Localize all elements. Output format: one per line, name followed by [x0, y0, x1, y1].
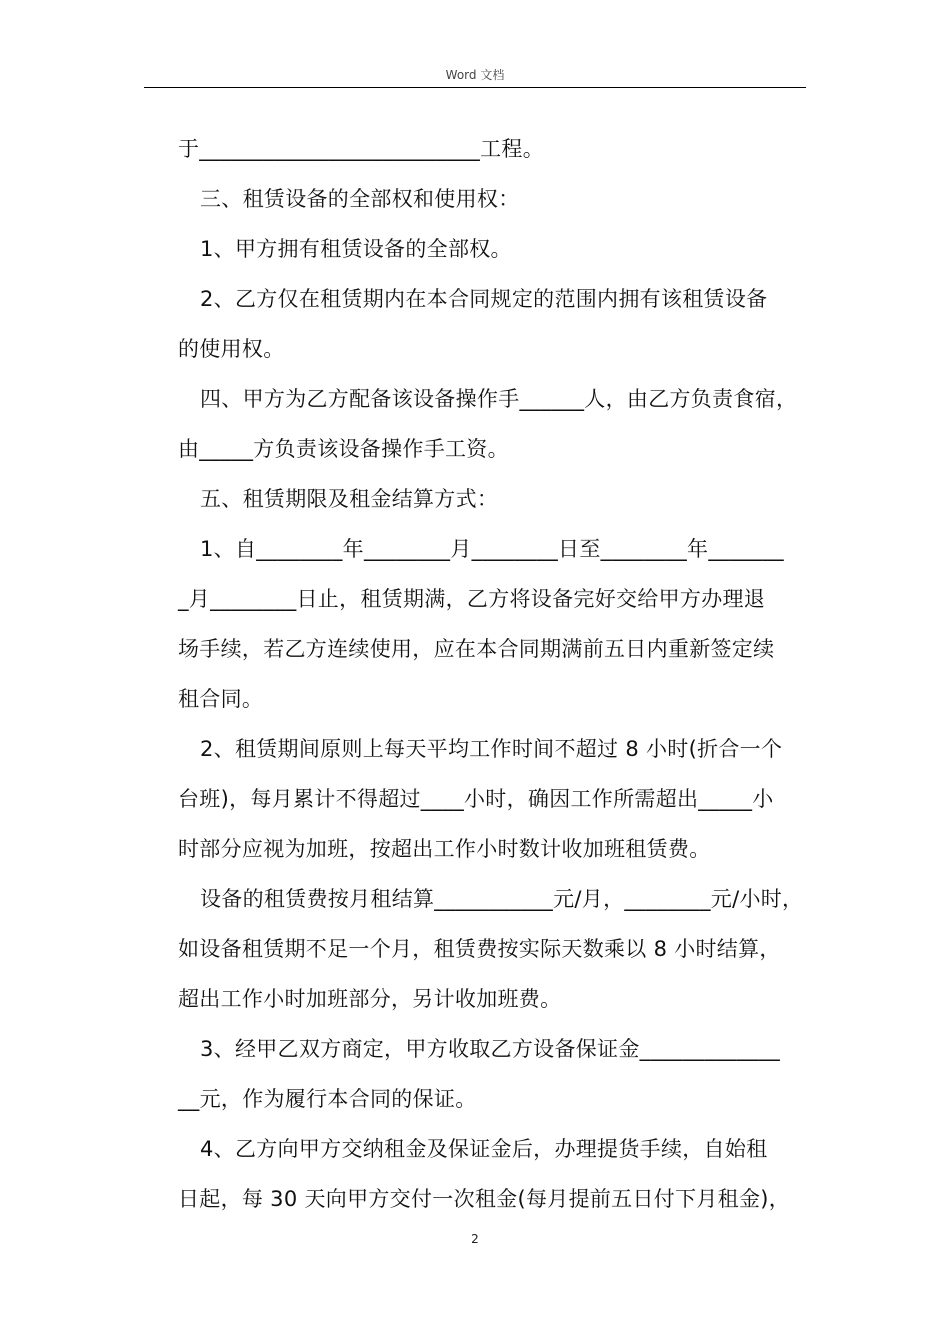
text-line: 于__________________________工程。 [178, 137, 544, 161]
text-line: 2、乙方仅在租赁期内在本合同规定的范围内拥有该租赁设备 [200, 287, 768, 311]
header-rule [144, 87, 806, 88]
text-line: 1、甲方拥有租赁设备的全部权。 [200, 237, 512, 261]
text-line: 由_____方负责该设备操作手工资。 [178, 437, 509, 461]
text-line: _月________日止，租赁期满，乙方将设备完好交给甲方办理退 [178, 587, 766, 611]
document-body [178, 124, 818, 1224]
text-line: 1、自________年________月________日至________年_______ [200, 537, 784, 561]
text-line: 4、乙方向甲方交纳租金及保证金后，办理提货手续，自始租 [200, 1137, 768, 1161]
text-line: 时部分应视为加班，按超出工作小时数计收加班租赁费。 [178, 837, 711, 861]
text-line: 日起，每 30 天向甲方交付一次租金(每月提前五日付下月租金)， [178, 1187, 791, 1211]
text-line: 设备的租赁费按月租结算___________元/月，________元/小时， [200, 887, 804, 911]
text-line: 3、经甲乙双方商定，甲方收取乙方设备保证金_____________ [200, 1037, 781, 1061]
page-number: 2 [471, 1232, 479, 1246]
text-line: 租合同。 [178, 687, 264, 711]
text-line: 的使用权。 [178, 337, 285, 361]
page-header: Word 文档 [445, 68, 505, 82]
section-heading: 四、甲方为乙方配备该设备操作手______人，由乙方负责食宿， [200, 387, 798, 411]
text-line: 台班)，每月累计不得超过____小时，确因工作所需超出_____小 [178, 787, 774, 811]
text-line: 超出工作小时加班部分，另计收加班费。 [178, 987, 562, 1011]
section-heading: 三、租赁设备的全部权和使用权： [200, 187, 520, 211]
text-line: __元，作为履行本合同的保证。 [178, 1087, 477, 1111]
text-line: 2、租赁期间原则上每天平均工作时间不超过 8 小时(折合一个 [200, 737, 783, 761]
text-line: 如设备租赁期不足一个月，租赁费按实际天数乘以 8 小时结算， [178, 937, 781, 961]
text-line: 场手续，若乙方连续使用，应在本合同期满前五日内重新签定续 [178, 637, 775, 661]
section-heading: 五、租赁期限及租金结算方式： [200, 487, 499, 511]
